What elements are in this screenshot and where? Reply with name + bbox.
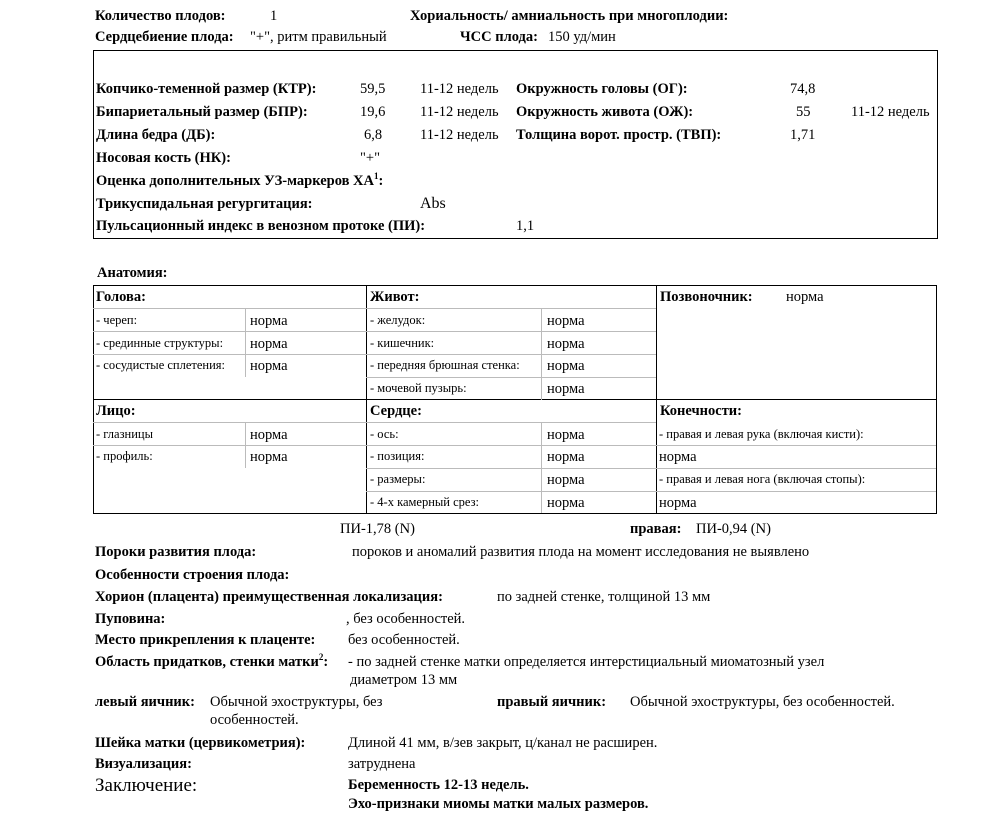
visual-label: Визуализация: xyxy=(95,756,192,772)
fetus-count-value: 1 xyxy=(270,8,278,24)
chorionicity-label: Хориальность/ амниальность при многоплодии: xyxy=(410,8,729,24)
head-title: Голова: xyxy=(96,289,146,305)
markers-colon: : xyxy=(378,173,384,189)
leg-value: норма xyxy=(659,495,697,511)
face-title: Лицо: xyxy=(96,403,136,419)
head-row-value: норма xyxy=(250,358,288,374)
bpr-value: 19,6 xyxy=(360,104,386,120)
cord-label: Пуповина: xyxy=(95,611,166,627)
pi-value: 1,1 xyxy=(516,218,535,234)
cervix-label: Шейка матки (цервикометрия): xyxy=(95,735,306,751)
face-row-value: норма xyxy=(250,427,288,443)
conclusion-line2: Эхо-признаки миомы матки малых размеров. xyxy=(348,796,649,812)
left-ovary-label: левый яичник: xyxy=(95,694,195,710)
right-ovary-label: правый яичник: xyxy=(497,694,607,710)
db-label: Длина бедра (ДБ): xyxy=(96,127,216,143)
abdomen-row-label: - мочевой пузырь: xyxy=(370,381,467,395)
heart-row-value: норма xyxy=(547,495,585,511)
malformations-value: пороков и аномалий развития плода на момент исследования не выявлено xyxy=(352,544,810,560)
malformations-label: Пороки развития плода: xyxy=(95,544,257,560)
heart-row-value: норма xyxy=(547,427,585,443)
adnexa-value-line1: - по задней стенке матки определяется интерстициальный миоматозный узел xyxy=(348,654,825,670)
ozh-weeks: 11-12 недель xyxy=(851,104,930,120)
ktr-label: Копчико-теменной размер (КТР): xyxy=(96,81,317,97)
ozh-label: Окружность живота (ОЖ): xyxy=(516,104,694,120)
attach-value: без особенностей. xyxy=(348,632,460,648)
head-row-label: - сосудистые сплетения: xyxy=(96,358,226,372)
spine-value: норма xyxy=(786,289,824,305)
anatomy-title: Анатомия: xyxy=(97,265,168,281)
doppler-left-value: ПИ-1,78 (N) xyxy=(340,521,415,537)
ozh-value: 55 xyxy=(796,104,811,120)
right-ovary-value: Обычной эхоструктуры, без особенностей. xyxy=(630,694,895,710)
chorion-label: Хорион (плацента) преимущественная локализация: xyxy=(95,589,443,605)
leg-label: - правая и левая нога (включая стопы): xyxy=(659,472,866,486)
bpr-weeks: 11-12 недель xyxy=(420,104,499,120)
heart-row-value: норма xyxy=(547,449,585,465)
face-row-label: - профиль: xyxy=(96,449,153,463)
head-row-value: норма xyxy=(250,313,288,329)
heart-row-label: - 4-х камерный срез: xyxy=(370,495,480,509)
footnote-marker: 2 xyxy=(318,652,324,663)
tricuspid-value: Abs xyxy=(420,195,446,212)
arm-value: норма xyxy=(659,449,697,465)
head-row-label: - череп: xyxy=(96,313,138,327)
adnexa-colon: : xyxy=(323,654,329,670)
abdomen-row-label: - передняя брюшная стенка: xyxy=(370,358,520,372)
arm-label: - правая и левая рука (включая кисти): xyxy=(659,427,864,441)
adnexa-label xyxy=(95,654,328,671)
markers-label-text: Оценка дополнительных УЗ-маркеров ХА xyxy=(96,173,374,189)
nk-label: Носовая кость (НК): xyxy=(96,150,231,166)
heart-title: Сердце: xyxy=(370,403,422,419)
bpr-label: Бипариетальный размер (БПР): xyxy=(96,104,308,120)
cervix-value: Длиной 41 мм, в/зев закрыт, ц/канал не расширен. xyxy=(348,735,658,751)
og-label: Окружность головы (ОГ): xyxy=(516,81,688,97)
head-row-value: норма xyxy=(250,336,288,352)
abdomen-title: Живот: xyxy=(370,289,420,305)
abdomen-row-label: - кишечник: xyxy=(370,336,435,350)
left-ovary-value-line2: особенностей. xyxy=(210,712,299,728)
nk-value: "+" xyxy=(360,150,381,166)
db-weeks: 11-12 недель xyxy=(420,127,499,143)
face-row-value: норма xyxy=(250,449,288,465)
cord-value: , без особенностей. xyxy=(346,611,466,627)
footnote-marker: 1 xyxy=(374,171,379,182)
limbs-title: Конечности: xyxy=(660,403,742,419)
tvp-value: 1,71 xyxy=(790,127,816,143)
tricuspid-label: Трикуспидальная регургитация: xyxy=(96,196,313,212)
adnexa-value-line2: диаметром 13 мм xyxy=(350,672,458,688)
attach-label: Место прикрепления к плаценте: xyxy=(95,632,316,648)
abdomen-row-value: норма xyxy=(547,381,585,397)
hr-value: 150 уд/мин xyxy=(548,29,616,45)
visual-value: затруднена xyxy=(348,756,416,772)
face-row-label: - глазницы xyxy=(96,427,153,441)
abdomen-row-value: норма xyxy=(547,358,585,374)
features-label: Особенности строения плода: xyxy=(95,567,290,583)
pi-label: Пульсационный индекс в венозном протоке (ПИ): xyxy=(96,218,426,234)
conclusion-line1: Беременность 12-13 недель. xyxy=(348,777,529,793)
spine-title: Позвоночник: xyxy=(660,289,753,305)
heartbeat-value: "+", ритм правильный xyxy=(250,29,387,45)
hr-label: ЧСС плода: xyxy=(460,29,538,45)
heart-row-value: норма xyxy=(547,472,585,488)
doppler-right-label: правая: xyxy=(630,521,682,537)
ktr-weeks: 11-12 недель xyxy=(420,81,499,97)
db-value: 6,8 xyxy=(364,127,383,143)
ktr-value: 59,5 xyxy=(360,81,386,97)
abdomen-row-label: - желудок: xyxy=(370,313,426,327)
abdomen-row-value: норма xyxy=(547,336,585,352)
left-ovary-value-line1: Обычной эхоструктуры, без xyxy=(210,694,383,710)
chorion-value: по задней стенке, толщиной 13 мм xyxy=(497,589,711,605)
abdomen-row-value: норма xyxy=(547,313,585,329)
og-value: 74,8 xyxy=(790,81,816,97)
heart-row-label: - размеры: xyxy=(370,472,426,486)
tvp-label: Толщина ворот. простр. (ТВП): xyxy=(516,127,722,143)
adnexa-label-text: Область придатков, стенки матки xyxy=(95,654,319,670)
markers-label xyxy=(96,173,383,190)
heart-row-label: - ось: xyxy=(370,427,399,441)
heartbeat-label: Сердцебиение плода: xyxy=(95,29,234,45)
heart-row-label: - позиция: xyxy=(370,449,425,463)
fetus-count-label: Количество плодов: xyxy=(95,8,226,24)
head-row-label: - срединные структуры: xyxy=(96,336,224,350)
doppler-right-value: ПИ-0,94 (N) xyxy=(696,521,771,537)
conclusion-label: Заключение: xyxy=(95,775,198,796)
